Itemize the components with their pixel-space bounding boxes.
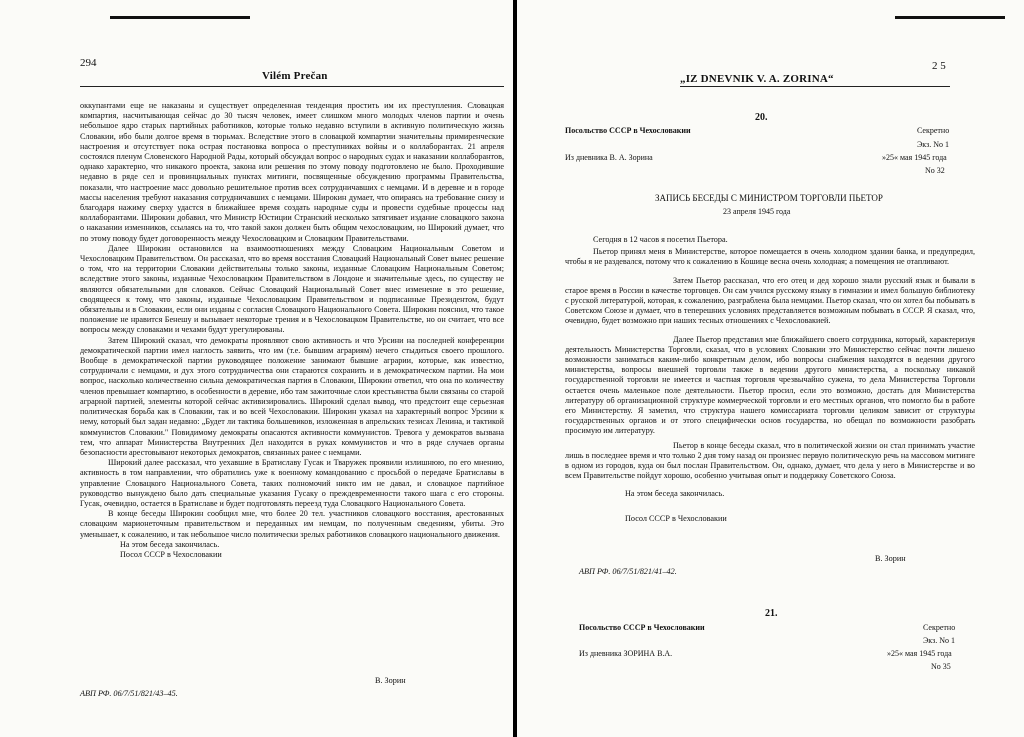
running-head: „IZ DNEVNIK V. A. ZORINA“ <box>680 73 834 85</box>
body-text <box>80 101 504 560</box>
document-title: ЗАПИСЬ БЕСЕДЫ С МИНИСТРОМ ТОРГОВЛИ ПЬЕТОР <box>655 193 883 203</box>
document-number: 21. <box>765 608 778 619</box>
scan-top-rule <box>895 16 1005 19</box>
page-number: 2 5 <box>932 60 946 72</box>
archive-reference: АВП РФ. 06/7/51/821/41–42. <box>579 567 677 576</box>
paragraph: Пьетор принял меня в Министерстве, которое помещается в очень холодном здании банка, и предупредил, чтобы я не раздевался, потому что к сожалению в Кошице весна очень холодная; а помещения не отапливают. <box>565 247 975 267</box>
diary-date: »25« мая 1945 года <box>887 649 952 658</box>
running-head: Vilém Prečan <box>262 70 328 82</box>
document-number: 20. <box>755 112 768 123</box>
header-rule <box>680 86 950 87</box>
archive-reference: АВП РФ. 06/7/51/821/43–45. <box>80 689 178 698</box>
document-title-date: 23 апреля 1945 года <box>723 207 791 216</box>
paragraph: Далее Пьетор представил мне ближайшего своего сотрудника, который, характеризуя деятельность Министерства Торговли, сказал, что в условиях Словакии это Министерство сейчас почти лишено возможности заниматься каким-либо конкретным делом, ибо вопросы снабжения находятся в ведении другого министерства, вопросы внешней торговли также в ведении другого министерства, а поскольку никакой государственной торговли не имеется и частная торговля чрезвычайно сужена, то дела Министерства Торговли остается очень маленькое поле деятельности. Пьетор просил, если это возможно, достать для Министерства литературу об организационной структуре коммерческой торговли и его местных органов, что помогло бы в работе его Министерству. Я заметил, что структура нашего комиссариата торговли целиком зависит от структуры государственных органов и от этого специфически основ государства, но обещал по возможности разобрать просимую им литературу. <box>565 334 975 436</box>
paragraph: Широкий далее рассказал, что уехавшие в Братиславу Гусак и Тваружек проявили излишнюю, по его мнению, активность в том направлении, что обратились уже к военному командованию с просьбой о передаче Братиславы в управление Словацкого Национального Совета, таких полномочий никто им не давал, и словацкое партийное руководство вынуждено было дать специальные указания Гусаку о преждевременности такого шага с его стороны. Гусак, очевидно, остается в Братиславе и будет подготовлять переезд туда Словацкого Национального Совета. <box>80 458 504 508</box>
paragraph: Далее Широкин остановился на взаимоотношениях между Словацким Национальным Советом и Чехословацким Правительством. Он рассказал, что во время восстания Словацкий Национальный Совет вынес решение о том, что на территории Словакии действительны только законы, изданные Словацким Национальным Советом; вследствие этого законы, изданные Чехословацким Правительством в Лондоне и значительные здесь, по существу не являются обязательными для словаков. Сейчас Словацкий Национальный Совет внес изменение в это решение, сводящееся к тому, что законы, изданные Чехословацким Правительством и подписанные Президентом, будут обязательны и в Словакии, если они изданы с согласия Словацкого Национального Совета. Широкин пояснил, что такое положение не нравится Бенешу и вызывает некоторые трения и в Чехословацком Правительстве, но он считает, что все вопросы между словаками и чехами будут урегулированы. <box>80 243 504 335</box>
embassy-line: Посольство СССР в Чехословакии <box>579 623 705 632</box>
paragraph: Сегодня в 12 часов я посетил Пьетора. <box>593 235 728 244</box>
paragraph: В конце беседы Широкин сообщил мне, что более 20 тел. участников словацкого восстания, арестованных словацким марионеточным правительством и переданных им немцам, по полученным сведениям, убиты. Это уменьшает, к сожалению, и так небольшое число политически зрелых работников словацкого национального движения. <box>80 509 504 539</box>
copy-number: Экз. No 1 <box>917 140 949 149</box>
scan-top-rule <box>110 16 250 19</box>
paragraph: Затем Пьетор рассказал, что его отец и дед хорошо знали русский язык и бывали в старое время в России в качестве торговцев. Он сам учился русскому языку в гимназии и имел большую библиотеку с русской литературой, которая, к сожалению, разграблена была немцами. Пьетор сказал, что он хотел бы побывать в Советском Союзе и думает, что в теперешних условиях представляется возможным побывать в СССР. Я сказал, что, очевидно, будет возможно при наших тесных отношениях с Чехословакией. <box>565 275 975 326</box>
document-body <box>565 235 975 524</box>
closing-line: На этом беседа закончилась. <box>120 539 220 549</box>
ambassador-title: Посол СССР в Чехословакии <box>120 549 222 559</box>
ambassador-title: Посол СССР в Чехословакии <box>625 513 727 523</box>
paragraph: Пьетор в конце беседы сказал, что в политической жизни он стал принимать участие лишь в последнее время и что только 2 дня тому назад он произнес первую политическую речь на массовом митинге в одном из городов, куда он был послан Правительством. Он, однако, думает, что дела у него в Министерстве и во всем Правительстве пойдут хорошо, особенно учитывая опыт и поддержку Советского Союза. <box>565 440 975 481</box>
diary-line: Из дневника В. А. Зорина <box>565 153 653 162</box>
embassy-line: Посольство СССР в Чехословакии <box>565 126 691 135</box>
classification: Секретно <box>923 623 956 632</box>
right-page <box>517 0 1024 737</box>
closing-line: На этом беседа закончилась. <box>625 489 725 499</box>
copy-number: Экз. No 1 <box>923 636 955 645</box>
paragraph: оккупантами еще не наказаны и существует определенная тенденция простить им их преступления. Словацкая компартия, насчитывающая сейчас до 30 тысяч человек, имеет слишком много молодых членов партии и очень небольшое ядро старых партийных работников, которые только недавно вступили в активную политическую жизнь Словакии, ибо были долгое время в тюрьмах. Вследствие этого в словацкой компартии значительны примиренческие настроения и отсутствует пока острая постановка вопроса о преступниках войны и о коллаборантах. 21 апреля состоялся пленум Словенского Народной Рады, который обсуждал вопрос о народных судах и наказании коллаборантов, однако характерно, что никакого проекта, закона или решения по этому поводу подготовлено не было. Проходившие недавно в ряде сел и провинциальных пунктах митинги, посвященные обсуждению программы Правительства, показали, что настроение масс довольно решительное против всех сотрудничавших с немцами. И в деревне и в городе массы населения требуют наказания сотрудничавших с немцами. Широкин думает, что опираясь на требование снизу и благодаря нажиму сверху удастся в ближайшее время создать народные суды и провести судебные процессы над коллаборантами. Широкин добавил, что Министр Юстиции Странский несколько затягивает издание словацкого закона о наказании изменников, ссылаясь на то, что такой закон должен быть общим чехословацким, но Широкий думает, что по этому поводу будет договоренность между Чехословацким и Словацким Правительствами. <box>80 101 504 243</box>
diary-line: Из дневника ЗОРИНА В.А. <box>579 649 673 658</box>
signature: В. Зорин <box>375 676 406 685</box>
signature: В. Зорин <box>875 554 906 563</box>
reference-number: No 35 <box>931 662 951 671</box>
reference-number: No 32 <box>925 166 945 175</box>
paragraph: Затем Широкий сказал, что демократы проявляют свою активность и что Урсини на последней конференции демократической партии имел наглость заявить, что им (т.е. бывшим аграриям) нечего стыдиться своего прошлого. Вообще в демократической партии руководящее положение занимают бывшие аграрии, которые, как известно, сотрудничали с немцами, и дух этого сотрудничества они стараются сохранить и в демократическом партии. На мои вопрос, насколько количественно сильна демократическая партия в Словакии, Широкин ответил, что она по количеству членов превышает компартию, в особенности в деревне, ибо там зажиточные слои крестьянства были связаны со старой аграрной партией, элементы которой сейчас активизировались. Широкий сделал вывод, что предстоит еще серьезная политическая борьба как в Словакии, так и во всей Чехословакии. Широкин указал на характерный вопрос Урсини к нему, который был задан недавно: „Будет ли тактика большевиков, изложенная в апрельских тезисах Ленина, и тактикой коммунистов Словакии." Повидимому демократы опасаются активности коммунистов. Тревога у демократов вызвана тем, что аппарат Министерства Внутренних Дел находится в руках коммунистов и что в ряде случаев органы безопасности арестовывают некоторых демократов, связанных ранее с немцами. <box>80 335 504 457</box>
classification: Секретно <box>917 126 950 135</box>
diary-date: »25« мая 1945 года <box>882 153 947 162</box>
header-rule <box>80 86 504 87</box>
page-number: 294 <box>80 57 97 69</box>
